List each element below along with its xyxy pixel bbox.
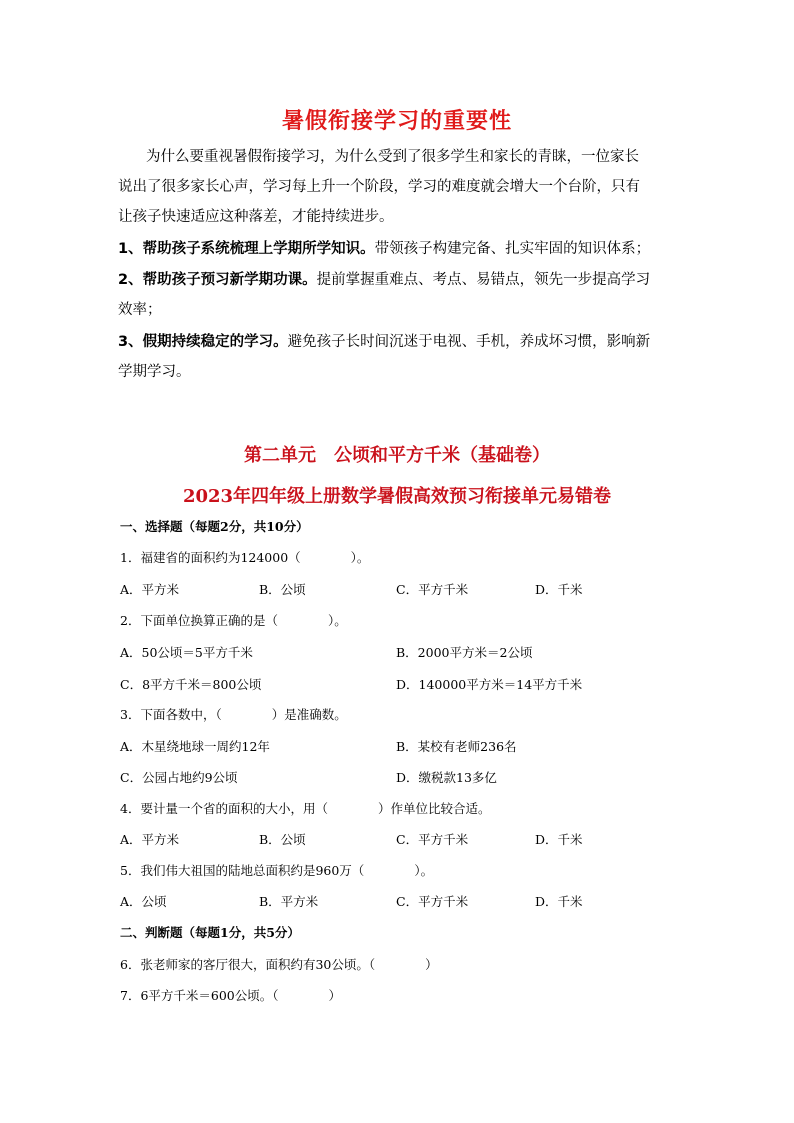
question-7: 7．6平方千米＝600公顷。（ ） [120,988,342,1003]
point-1-text: 带领孩子构建完备、扎实牢固的知识体系； [374,241,651,257]
q5-option-d: D．千米 [535,894,583,909]
q5-option-b: B．平方米 [259,894,319,909]
q5-option-c: C．平方千米 [396,894,469,909]
q1-option-c: C．平方千米 [396,582,469,597]
q2-option-a: A．50公顷＝5平方千米 [120,645,253,660]
point-2 [118,270,650,290]
q1-option-a: A．平方米 [120,582,180,597]
q1-option-b: B．公顷 [259,582,306,597]
question-3: 3．下面各数中，（ ）是准确数。 [120,707,347,722]
q2-option-d: D．140000平方米＝14平方千米 [396,677,583,692]
point-1 [118,239,650,259]
point-3-continued: 学期学习。 [118,364,191,380]
question-5: 5．我们伟大祖国的陆地总面积约是960万（ ）。 [120,863,434,878]
point-2-heading: 2、帮助孩子预习新学期功课。 [118,272,317,288]
section-choice-heading: 一、选择题（每题2分，共10分） [120,519,309,534]
q4-option-c: C．平方千米 [396,832,469,847]
q4-option-d: D．千米 [535,832,583,847]
unit-title: 第二单元 公顷和平方千米（基础卷） [244,445,550,466]
point-3-text: 避免孩子长时间沉迷于电视、手机，养成坏习惯，影响新 [287,334,651,350]
point-2-text: 提前掌握重难点、考点、易错点，领先一步提高学习 [316,272,651,288]
question-1: 1．福建省的面积约为124000（ ）。 [120,550,370,565]
q2-option-c: C．8平方千米＝800公顷 [120,677,262,692]
point-2-continued: 效率； [118,302,162,318]
q5-option-a: A．公顷 [120,894,167,909]
exam-subtitle: 2023年四年级上册数学暑假高效预习衔接单元易错卷 [182,486,612,507]
q3-option-c: C．公园占地约9公顷 [120,770,238,785]
intro-line-3: 让孩子快速适应这种落差，才能持续进步。 [118,209,394,225]
q3-option-d: D．缴税款13多亿 [396,770,497,785]
q1-option-d: D．千米 [535,582,583,597]
intro-line-1: 为什么要重视暑假衔接学习，为什么受到了很多学生和家长的青睐，一位家长 [146,149,639,165]
q3-option-a: A．木星绕地球一周约12年 [120,739,270,754]
question-4: 4．要计量一个省的面积的大小，用（ ）作单位比较合适。 [120,801,491,816]
q2-option-b: B．2000平方米＝2公顷 [396,645,533,660]
point-3-heading: 3、假期持续稳定的学习。 [118,334,288,350]
q4-option-a: A．平方米 [120,832,180,847]
q4-option-b: B．公顷 [259,832,306,847]
intro-line-2: 说出了很多家长心声，学习每上升一个阶段，学习的难度就会增大一个台阶，只有 [118,179,640,195]
page-title: 暑假衔接学习的重要性 [281,109,512,134]
question-6: 6．张老师家的客厅很大，面积约有30公顷。（ ） [120,957,438,972]
point-1-heading: 1、帮助孩子系统梳理上学期所学知识。 [118,241,375,257]
question-2: 2．下面单位换算正确的是（ ）。 [120,613,347,628]
point-3 [118,332,650,352]
q3-option-b: B．某校有老师236名 [396,739,517,754]
section-judge-heading: 二、判断题（每题1分，共5分） [120,925,300,940]
